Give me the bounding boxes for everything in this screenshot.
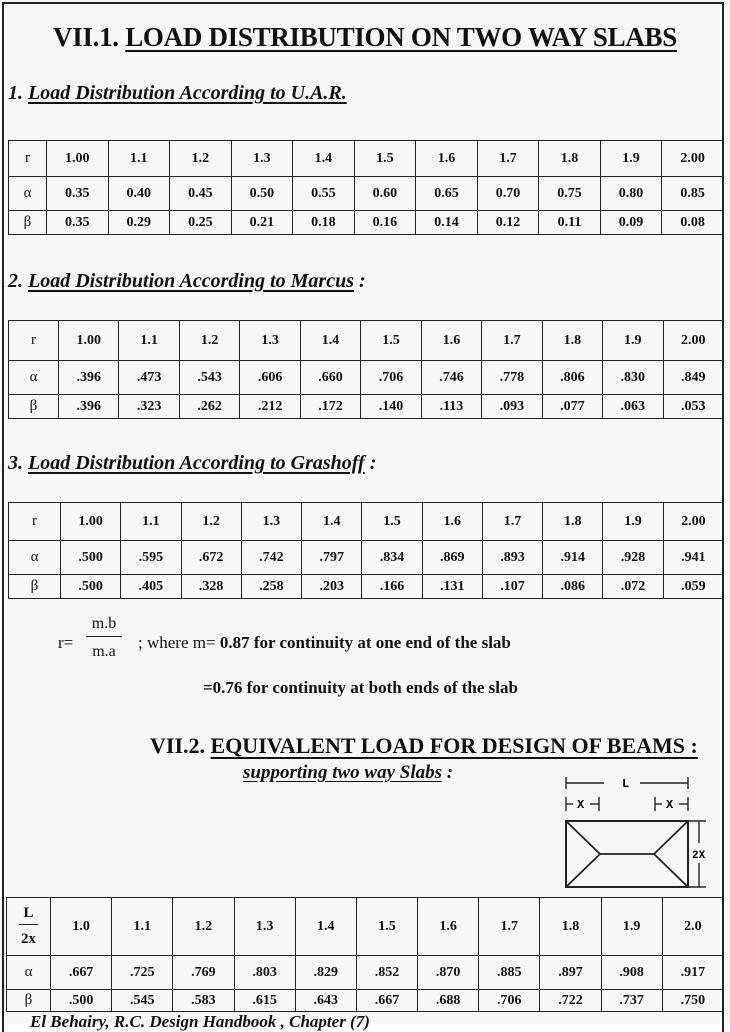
cell-r: 2.00 xyxy=(663,503,723,541)
heading-2-title: EQUIVALENT LOAD FOR DESIGN OF BEAMS : xyxy=(210,733,698,758)
cell-beta: .131 xyxy=(422,575,482,599)
cell-alpha: .595 xyxy=(121,541,181,575)
cell-beta: .077 xyxy=(542,395,602,419)
cell-alpha: .917 xyxy=(662,956,723,990)
cell-r: 1.7 xyxy=(477,141,539,177)
cell-beta: 0.16 xyxy=(354,211,416,235)
cell-alpha: .746 xyxy=(421,361,481,395)
table-row-alpha xyxy=(7,956,724,990)
cell-ratio: 1.1 xyxy=(112,898,173,956)
cell-r: 1.9 xyxy=(603,503,663,541)
cell-alpha: 0.60 xyxy=(354,177,416,211)
uar-table xyxy=(8,140,724,235)
cell-ratio: 1.3 xyxy=(234,898,295,956)
cell-r: 1.2 xyxy=(181,503,241,541)
cell-beta: .706 xyxy=(479,990,540,1012)
cell-alpha: .941 xyxy=(663,541,723,575)
formula-where-line xyxy=(138,633,511,653)
table-row-alpha xyxy=(9,177,724,211)
cell-beta: .323 xyxy=(119,395,179,419)
table-row-alpha xyxy=(9,541,724,575)
heading-2 xyxy=(150,733,698,759)
cell-beta: .688 xyxy=(418,990,479,1012)
cell-r: 1.1 xyxy=(121,503,181,541)
cell-beta: .072 xyxy=(603,575,663,599)
formula-denominator: m.a xyxy=(92,643,116,660)
heading-2-number: VII.2. xyxy=(150,733,206,758)
cell-beta: .722 xyxy=(540,990,601,1012)
cell-beta: 0.08 xyxy=(662,211,724,235)
cell-alpha: .830 xyxy=(603,361,663,395)
formula-condition-one-end: 0.87 for continuity at one end of the slab xyxy=(215,633,511,652)
cell-r: 1.5 xyxy=(361,321,421,361)
cell-beta: .737 xyxy=(601,990,662,1012)
cell-r: 1.3 xyxy=(240,321,300,361)
formula-lhs: r= xyxy=(58,633,74,652)
cell-beta: .328 xyxy=(181,575,241,599)
cell-beta: .500 xyxy=(51,990,112,1012)
cell-alpha: .885 xyxy=(479,956,540,990)
diagram-label-span: L xyxy=(622,777,630,791)
table-row-alpha xyxy=(9,361,724,395)
cell-beta: .750 xyxy=(662,990,723,1012)
section-3-suffix: : xyxy=(364,452,377,474)
row-label-ratio xyxy=(7,898,51,956)
section-3-heading xyxy=(8,452,376,475)
row-label-beta: β xyxy=(9,211,47,235)
cell-alpha: .914 xyxy=(543,541,603,575)
diagram-label-depth: 2X xyxy=(692,850,706,862)
section-2-number: 2. xyxy=(8,270,23,292)
cell-alpha: .660 xyxy=(300,361,360,395)
cell-alpha: .834 xyxy=(362,541,422,575)
section-2-title: Load Distribution According to Marcus xyxy=(28,270,354,292)
cell-beta: .212 xyxy=(240,395,300,419)
cell-ratio: 1.6 xyxy=(418,898,479,956)
cell-beta: .172 xyxy=(300,395,360,419)
cell-beta: 0.21 xyxy=(231,211,293,235)
cell-alpha: .500 xyxy=(61,541,121,575)
cell-ratio: 1.2 xyxy=(173,898,234,956)
cell-beta: .203 xyxy=(302,575,362,599)
diagram-label-x-left: X xyxy=(577,798,585,812)
row-label-alpha: α xyxy=(9,177,47,211)
section-2-heading xyxy=(8,270,366,293)
cell-alpha: .606 xyxy=(240,361,300,395)
cell-r: 2.00 xyxy=(663,321,723,361)
formula-numerator: m.b xyxy=(86,616,122,637)
cell-alpha: .706 xyxy=(361,361,421,395)
slab-diagram xyxy=(560,765,710,895)
cell-beta: .583 xyxy=(173,990,234,1012)
cell-alpha: .725 xyxy=(112,956,173,990)
cell-beta: .396 xyxy=(59,395,119,419)
table-row-r xyxy=(9,141,724,177)
table-row-beta xyxy=(9,575,724,599)
cell-beta: .093 xyxy=(482,395,542,419)
cell-beta: .053 xyxy=(663,395,723,419)
formula-where-prefix: ; where m= xyxy=(138,633,216,652)
cell-alpha: 0.65 xyxy=(416,177,478,211)
subheading-2-suffix: : xyxy=(442,762,454,783)
cell-ratio: 1.8 xyxy=(540,898,601,956)
cell-beta: 0.29 xyxy=(108,211,170,235)
row-label-alpha: α xyxy=(9,361,59,395)
row-label-beta: β xyxy=(9,575,61,599)
cell-alpha: .803 xyxy=(234,956,295,990)
cell-alpha: .869 xyxy=(422,541,482,575)
cell-beta: .405 xyxy=(121,575,181,599)
cell-alpha: .778 xyxy=(482,361,542,395)
cell-ratio: 2.0 xyxy=(662,898,723,956)
main-heading-number: VII.1. xyxy=(53,22,119,52)
cell-alpha: 0.40 xyxy=(108,177,170,211)
cell-r: 1.4 xyxy=(293,141,355,177)
cell-r: 1.6 xyxy=(416,141,478,177)
cell-alpha: 0.85 xyxy=(662,177,724,211)
ratio-denominator: 2x xyxy=(20,930,36,947)
row-label-r: r xyxy=(9,503,61,541)
cell-alpha: .543 xyxy=(179,361,239,395)
cell-beta: .107 xyxy=(482,575,542,599)
cell-beta: .500 xyxy=(61,575,121,599)
cell-alpha: 0.75 xyxy=(539,177,601,211)
formula-condition-both-ends: =0.76 for continuity at both ends of the slab xyxy=(203,678,518,697)
cell-alpha: 0.70 xyxy=(477,177,539,211)
subheading-2 xyxy=(243,762,453,784)
cell-r: 1.00 xyxy=(61,503,121,541)
cell-r: 1.5 xyxy=(362,503,422,541)
cell-r: 1.2 xyxy=(170,141,232,177)
table-row-r xyxy=(9,503,724,541)
cell-beta: 0.12 xyxy=(477,211,539,235)
cell-ratio: 1.9 xyxy=(601,898,662,956)
main-heading-title: LOAD DISTRIBUTION ON TWO WAY SLABS xyxy=(125,22,677,52)
section-1-number: 1. xyxy=(8,82,23,104)
cell-alpha: .769 xyxy=(173,956,234,990)
row-label-beta: β xyxy=(9,395,59,419)
cell-beta: 0.25 xyxy=(170,211,232,235)
cell-beta: .262 xyxy=(179,395,239,419)
section-1-title: Load Distribution According to U.A.R. xyxy=(28,82,347,104)
cell-r: 1.8 xyxy=(543,503,603,541)
cell-beta: 0.11 xyxy=(539,211,601,235)
cell-beta: .113 xyxy=(421,395,481,419)
cell-alpha: 0.50 xyxy=(231,177,293,211)
cell-alpha: .852 xyxy=(356,956,417,990)
cell-beta: .643 xyxy=(295,990,356,1012)
cell-beta: 0.35 xyxy=(47,211,109,235)
cell-alpha: .806 xyxy=(542,361,602,395)
footer-citation: El Behairy, R.C. Design Handbook , Chapter (7) xyxy=(30,1012,370,1031)
cell-beta: 0.09 xyxy=(600,211,662,235)
diagram-label-x-right: X xyxy=(666,798,674,812)
row-label-r: r xyxy=(9,321,59,361)
cell-ratio: 1.5 xyxy=(356,898,417,956)
cell-r: 1.8 xyxy=(539,141,601,177)
cell-r: 1.2 xyxy=(179,321,239,361)
cell-r: 1.7 xyxy=(482,321,542,361)
ratio-numerator: L xyxy=(19,905,37,925)
cell-ratio: 1.0 xyxy=(51,898,112,956)
cell-r: 1.00 xyxy=(47,141,109,177)
table-row-beta xyxy=(7,990,724,1012)
cell-alpha: 0.55 xyxy=(293,177,355,211)
cell-beta: .166 xyxy=(362,575,422,599)
cell-beta: .615 xyxy=(234,990,295,1012)
formula-fraction xyxy=(86,616,122,660)
cell-r: 1.5 xyxy=(354,141,416,177)
cell-r: 1.3 xyxy=(231,141,293,177)
section-3-number: 3. xyxy=(8,452,23,474)
cell-alpha: 0.80 xyxy=(600,177,662,211)
cell-r: 1.7 xyxy=(482,503,542,541)
cell-beta: .059 xyxy=(663,575,723,599)
cell-alpha: .893 xyxy=(482,541,542,575)
section-3-title: Load Distribution According to Grashoff xyxy=(28,452,365,474)
cell-alpha: .672 xyxy=(181,541,241,575)
row-label-alpha: α xyxy=(7,956,51,990)
cell-alpha: 0.45 xyxy=(170,177,232,211)
row-label-beta: β xyxy=(7,990,51,1012)
row-label-alpha: α xyxy=(9,541,61,575)
cell-ratio: 1.4 xyxy=(295,898,356,956)
table-row-r xyxy=(9,321,724,361)
cell-beta: 0.14 xyxy=(416,211,478,235)
subheading-2-title: supporting two way Slabs xyxy=(243,762,443,783)
cell-beta: .545 xyxy=(112,990,173,1012)
cell-r: 1.4 xyxy=(300,321,360,361)
cell-ratio: 1.7 xyxy=(479,898,540,956)
cell-beta: .667 xyxy=(356,990,417,1012)
cell-r: 1.6 xyxy=(422,503,482,541)
cell-beta: .258 xyxy=(241,575,301,599)
table-row-beta xyxy=(9,395,724,419)
section-2-suffix: : xyxy=(353,270,366,292)
cell-alpha: .742 xyxy=(241,541,301,575)
row-label-r: r xyxy=(9,141,47,177)
cell-alpha: .908 xyxy=(601,956,662,990)
cell-beta: .140 xyxy=(361,395,421,419)
cell-alpha: .473 xyxy=(119,361,179,395)
cell-r: 1.3 xyxy=(241,503,301,541)
grashoff-table xyxy=(8,502,724,599)
cell-alpha: .829 xyxy=(295,956,356,990)
cell-alpha: .667 xyxy=(51,956,112,990)
section-1-heading xyxy=(8,82,347,105)
cell-alpha: .928 xyxy=(603,541,663,575)
cell-beta: .086 xyxy=(543,575,603,599)
cell-alpha: .849 xyxy=(663,361,723,395)
cell-beta: .063 xyxy=(603,395,663,419)
cell-r: 1.4 xyxy=(302,503,362,541)
cell-r: 1.00 xyxy=(59,321,119,361)
equivalent-load-table xyxy=(6,897,724,1012)
cell-r: 1.6 xyxy=(421,321,481,361)
marcus-table xyxy=(8,320,724,419)
cell-r: 1.1 xyxy=(119,321,179,361)
cell-r: 1.8 xyxy=(542,321,602,361)
cell-r: 1.9 xyxy=(603,321,663,361)
table-row-ratio xyxy=(7,898,724,956)
cell-alpha: .870 xyxy=(418,956,479,990)
cell-r: 2.00 xyxy=(662,141,724,177)
cell-beta: 0.18 xyxy=(293,211,355,235)
cell-alpha: .897 xyxy=(540,956,601,990)
table-row-beta xyxy=(9,211,724,235)
cell-alpha: .396 xyxy=(59,361,119,395)
cell-r: 1.9 xyxy=(600,141,662,177)
cell-r: 1.1 xyxy=(108,141,170,177)
cell-alpha: 0.35 xyxy=(47,177,109,211)
main-heading xyxy=(0,22,730,53)
cell-alpha: .797 xyxy=(302,541,362,575)
